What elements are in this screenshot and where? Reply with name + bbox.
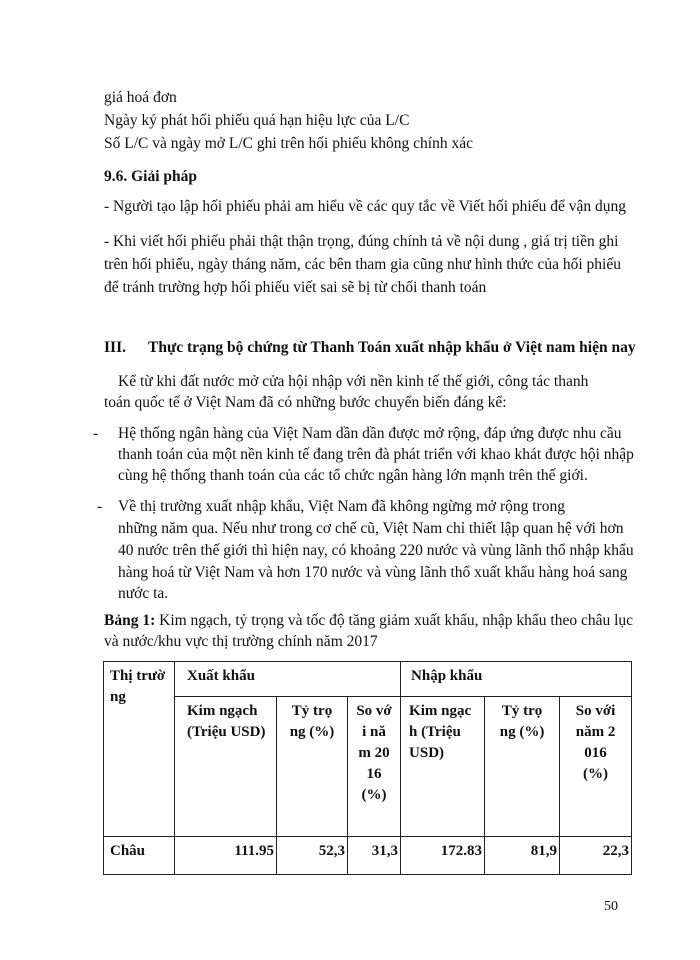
paragraph-line: - Người tạo lập hối phiếu phải am hiểu về các quy tắc về Viết hối phiếu để vận dụng [104,198,626,215]
bullet-line: Về thị trường xuất nhập khẩu, Việt Nam đã không ngừng mở rộng trong [118,498,565,515]
header-export: Xuất khẩu [175,662,401,697]
header-import-share: Tỷ trọng (%) [485,697,560,837]
section-number: III. [104,339,126,356]
table-caption-text: Kim ngạch, tỷ trọng và tốc độ tăng giảm xuất khẩu, nhập khẩu theo châu lục [155,612,634,629]
table-row [104,837,632,875]
cell-market: Châu [104,837,175,875]
bullet-line: nước ta. [118,585,169,602]
cell-export-value: 111.95 [175,837,277,875]
table-caption-line2: và nước/khu vực thị trường chính năm 2017 [104,633,378,650]
header-import-change: So với năm 2016 (%) [560,697,632,837]
header-export-value: Kim ngạch (Triệu USD) [175,697,277,837]
header-export-share: Tỷ trọng (%) [277,697,348,837]
paragraph-line: toán quốc tế ở Việt Nam đã có những bước chuyển biến đáng kể: [104,394,507,411]
bullet-line: cùng hệ thống thanh toán của các tổ chức ngân hàng lớn mạnh trên thế giới. [118,467,588,484]
paragraph-line: trên hối phiếu, ngày tháng năm, các bên tham gia cũng như hình thức của hối phiếu [104,256,621,273]
bullet-line: Hệ thống ngân hàng của Việt Nam dần dần được mở rộng, đáp ứng được nhu cầu [118,425,622,442]
trade-table [103,661,632,875]
section-heading-9-6: 9.6. Giải pháp [104,168,198,185]
text-line: Số L/C và ngày mở L/C ghi trên hối phiếu không chính xác [104,135,473,152]
bullet-line: thanh toán của một nền kinh tế đang trên đà phát triển với khao khát được hội nhập [118,446,634,463]
header-import: Nhập khẩu [401,662,632,697]
cell-export-change: 31,3 [348,837,401,875]
bullet-mark: - [97,498,103,515]
cell-export-share: 52,3 [277,837,348,875]
paragraph-line: để tránh trường hợp hối phiếu viết sai sẽ bị từ chối thanh toán [104,279,487,296]
paragraph-line: - Khi viết hối phiếu phải thật thận trọng, đúng chính tả về nội dung , giá trị tiền ghi [104,233,619,250]
bullet-line: hàng hoá từ Việt Nam và hơn 170 nước và vùng lãnh thổ xuất khẩu hàng hoá sang [118,564,628,581]
section-title: Thực trạng bộ chứng từ Thanh Toán xuất nhập khẩu ở Việt nam hiện nay [148,339,636,356]
table-caption [104,612,633,630]
header-export-change: So với năm 2016 (%) [348,697,401,837]
page-number: 50 [604,899,618,914]
paragraph-line: Kể từ khi đất nước mở cửa hội nhập với nền kinh tế thế giới, công tác thanh [118,373,589,390]
cell-import-share: 81,9 [485,837,560,875]
cell-import-change: 22,3 [560,837,632,875]
bullet-line: những năm qua. Nếu như trong cơ chế cũ, Việt Nam chỉ thiết lập quan hệ với hơn [118,520,624,537]
table-caption-label: Bảng 1: [104,612,156,629]
header-import-value: Kim ngạch (Triệu USD) [401,697,485,837]
text-line: giá hoá đơn [104,89,177,106]
text-line: Ngày ký phát hối phiếu quá hạn hiệu lực của L/C [104,112,410,129]
header-market: Thị trường [104,662,175,837]
bullet-line: 40 nước trên thế giới thì hiện nay, có khoảng 220 nước và vùng lãnh thổ nhập khẩu [118,542,634,559]
bullet-mark: - [93,425,99,442]
cell-import-value: 172.83 [401,837,485,875]
